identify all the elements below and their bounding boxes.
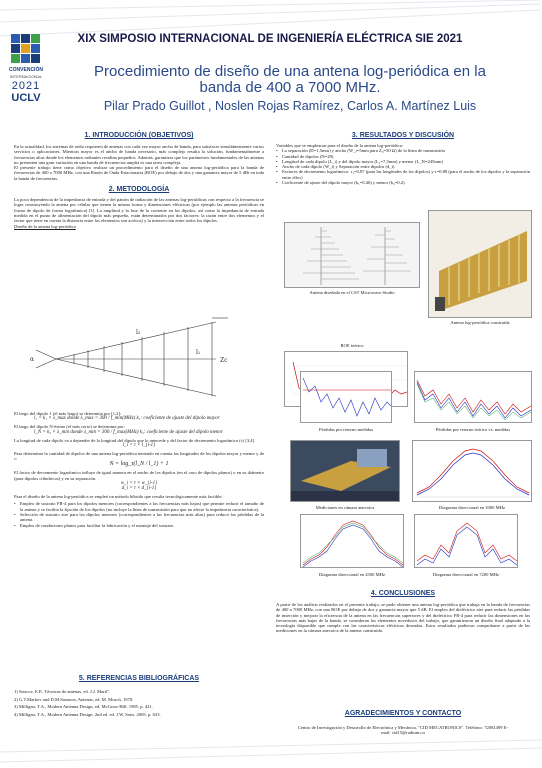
references-section (14, 675, 264, 718)
heading-introduccion: 1. INTRODUCCIÓN (OBJETIVOS) (84, 132, 194, 139)
pattern-1000-plot (412, 440, 532, 502)
logo-blocks-icon (11, 34, 41, 64)
metodologia-paragraph-1: La poca dependencia de la impedancia de entrada y del patrón de radiación de las antenas log-periódicas con respecto a la frecuencia se logra construyendo la antena por células que tienen la misma forma y dimensiones eléctricas (por ejemplo las antenas periódicas en forma de dipolo de forma logarítmica) [1]. La amplitud y la fase de la corriente en los dipolos, así como la impedancia de entrada medida en el punto de alimentación del dipolo más pequeño, están determinados por dos factores: la razón entre dos elementos y el factor que tiene en cuenta la distancia entre los elementos son activos) y la intersección entre todos los dipolos. (14, 197, 264, 224)
formula-3-text: La longitud de cada dipolo va a depender de la longitud del dipolo que lo antecede y del factor de decremento logarítmico (τ) [3,4]. (14, 437, 256, 443)
design-subheading: Diseño de la antena log-periódica (14, 223, 76, 229)
caption-loss-measured: Pérdidas por retorno medidas (319, 427, 373, 432)
caption-cst: Antena diseñada en el CST Microwave Studio (309, 290, 395, 295)
formula-4-text: Para determinar la cantidad de dipolos de una antena log-periódica teniendo en cuenta las longitudes de los dipolos mayor y menor y de τ: (14, 450, 264, 462)
heading-referencias: 5. REFERENCIAS BIBLIOGRÁFICAS (78, 675, 200, 682)
loss-measured-plot (300, 371, 392, 423)
cst-antenna-image (284, 222, 420, 288)
caption-pattern-2500: Diagrama direccional en 2500 MHz (318, 572, 386, 577)
pattern-7200-plot (414, 514, 518, 568)
formula-5b: d_i = τ × d_{i-1} (121, 486, 157, 492)
paper-title (60, 64, 520, 96)
method-bullet-1: • Empleo de sustrato FR-4 para los dipolos menores (correspondientes a las frecuencias más bajas) que permite reducir el tamaño de la antena y se facilita la fijación de los dipolos (no incluye la línea de transmisión para que no afecte la impedancia característica). (14, 501, 264, 512)
formula-1: l₁ = k₁ × λ_max donde λ_max = 300 / f_min(MHz) k₁: coeficiente de ajuste del dipolo mayor (34, 416, 220, 422)
right-column (276, 132, 530, 185)
formula-3: l_i = τ × l_{i-1} (122, 442, 156, 448)
results-bullets (276, 148, 530, 185)
caption-roe: ROE teórico (340, 343, 364, 348)
left-column-formulas (14, 411, 264, 528)
authors: Pilar Prado Guillot , Noslen Rojas Ramírez, Carlos A. Martínez Luis (103, 99, 477, 113)
logo-convencion: CONVENCIÓN (9, 67, 43, 73)
caption-built: Antena log-periódica construida (450, 320, 510, 325)
caption-pattern-7200: Diagrama direccional en 7200 MHz (432, 572, 500, 577)
built-antenna-image (428, 210, 532, 318)
svg-text:l₁: l₁ (196, 349, 201, 356)
formula-2-text: El largo del dipolo N-ésimo (el más corto) se determina por: (14, 424, 125, 430)
method-bullets (14, 501, 264, 527)
results-bullet-1: • La separación (D=1,5mm) y ancho (W_i=5mm para Z₀=50 Ω) de la línea de transmisión (276, 148, 530, 153)
method-bullet-3: • Empleo de conductores planos para facilitar la fabricación y el montaje del sustrato. (14, 523, 264, 528)
formula-5-text: El factor de decremento logarítmico influye de igual manera en el ancho de los dipolos (en el caso de dipolos planos) o en su diámetro (para dipolos cilíndricos) y en su separación. (14, 470, 264, 481)
formula-5a: w_i = τ × w_{i-1} (120, 481, 158, 487)
intro-paragraph-1: En la actualidad, los sistemas de radio requieren de antenas con cada vez mayor ancho de banda, para satisfacer simultáneamente varios servicios o aplicaciones. Mientras mayor es el ancho de banda necesario, más complejo resulta la solución, fundamentalmente a frecuencias altas donde los elementos radiantes resultan pequeños. Además, garantizar que los parámetros fundamentales de las antenas no presenten una gran variación en una banda de frecuencias amplia es una tarea compleja. (14, 144, 264, 165)
formula-2: l_N = k₂ × λ_min donde λ_min = 300 / f_max(MHz) k₂: coeficiente de ajuste del dipolo menor (34, 429, 223, 435)
anechoic-chamber-photo (290, 440, 400, 502)
logo-year: 2021 (11, 80, 41, 92)
results-bullet-3: • Longitud de cada dipolo (L_i) y del dipolo mayor (L₁=7,5mm) y menor (L_N=245mm) (276, 159, 530, 164)
antenna-schematic (16, 310, 262, 408)
reference-3: 3) Milligan, T.A., Modern Antenna Design, ed. McGraw-Hill. 1985. p. 421. (14, 704, 153, 709)
left-column (14, 132, 264, 229)
results-bullet-4: • Ancho de cada dipolo (W_i) y Separación entre dipolos (d_i) (276, 164, 530, 169)
logo-uclv: UCLV (11, 92, 41, 104)
reference-2: 2) G.T.Markov and D.M.Sazonov, Antenas, ed. M. Moscú, 1978. (14, 696, 134, 702)
reference-4: 4) Milligan, T.A., Modern Antenna Design. 2nd ed. ed. J.W. Sons. 2005. p. 633. (14, 711, 161, 717)
svg-text:Zc: Zc (220, 357, 228, 364)
poster-header (0, 0, 542, 128)
contact-section (276, 710, 530, 736)
loss-comparison-plot (414, 371, 532, 423)
results-bullet-6: • Coeficiente de ajuste del dipolo mayor (k₁=0,46) y menor (k₂=0,2) (276, 180, 530, 185)
conference-logo (8, 34, 44, 122)
symposium-title: XIX SIMPOSIO INTERNACIONAL DE INGENIERÍA ELÉCTRICA SIE 2021 (77, 33, 463, 45)
results-intro: Variables que se emplearon para el diseño de la antena log-periódica: (276, 143, 404, 148)
contact-text: Centro de Investigación y Desarrollo de Electrónica y Mecánica, "CID MECATRONICS". Teléfono: 72081499 E-mail: cid15@radium.cu (297, 725, 509, 736)
logo-internacional: INTERNACIONAL (9, 74, 43, 79)
heading-conclusiones: 4. CONCLUSIONES (370, 590, 436, 597)
intro-paragraph-2: El presente trabajo tiene como objetivo realizar un procedimiento para el diseño de una antena log-periódica para la banda de frecuencias de 400 a 7000 MHz, con una Razón de Onda Estacionaria (ROE) por debajo de dos y una ganancia mayor de 5 dBi en toda la banda de frecuencias. (14, 165, 264, 181)
caption-pattern-1000: Diagrama direccional en 1000 MHz (438, 505, 506, 510)
heading-agradecimientos: AGRADECIMIENTOS Y CONTACTO (344, 710, 462, 717)
formula-1-text: El largo del dipolo 1 (el más largo) se determina por [1,2]: (14, 411, 122, 416)
metodologia-paragraph-2: Para el diseño de la antena log-periódica se empleó un método híbrido que resulta tecnológicamente más factible: (14, 494, 223, 500)
svg-text:l₂: l₂ (136, 329, 141, 336)
caption-chamber: Mediciones en cámara anecoica (315, 505, 375, 510)
title-line-1: Procedimiento de diseño de una antena log-periódica en la (94, 63, 486, 80)
caption-loss-comparison: Pérdidas por retorno teórico vs. medidas (435, 427, 511, 432)
svg-text:α: α (30, 356, 35, 363)
conclusions-section (276, 590, 530, 634)
results-bullet-2: • Cantidad de dipolos (N=29) (276, 154, 530, 159)
reference-1: 1) Stracov. E.P., Técnicas de antenas, ed. J.J. Martí". (14, 689, 111, 694)
heading-resultados: 3. RESULTADOS Y DISCUSIÓN (351, 132, 455, 139)
title-line-2: banda de 400 a 7000 MHz. (199, 79, 381, 96)
formula-4: N = log_τ(l_N / l_1) + 1 (109, 461, 169, 468)
conclusions-paragraph: A partir de los análisis realizados en el presente trabajo, se pudo obtener una antena log-periódica que trabaja en la banda de frecuencias de 400 a 7000 MHz, con una ROE por debajo de dos y ganancia mayor que 5 dB. El empleo del dieléctrico aire para reducir las pérdidas de inserción y mejorar la eficiencia de la antena en las frecuencias superiores y del dieléctrico FR-4 para reducir las dimensiones en las frecuencias más bajas de la banda, se consideran los elementos novedosos del trabajo, que garantizaron un diseño final adaptado a la tecnología disponible que cumple con las características eléctricas deseadas. Estos resultados pudieron comprobarse a partir de las mediciones en la cámara anecoica de la antena construida. (276, 602, 530, 634)
heading-metodologia: 2. METODOLOGÍA (108, 186, 170, 194)
results-bullet-5: • Factores de decremento logarítmico: τ₁=0,87 (para las longitudes de los dipolos) y τ=0,88 (para el ancho de los dipolos y la separación entre ellos) (276, 169, 530, 180)
method-bullet-2: • Selección de sustrato aire para los dipolos menores (correspondientes a las frecuencias más altas) para reducir las pérdidas de la antena. (14, 512, 264, 523)
pattern-2500-plot (300, 514, 404, 568)
